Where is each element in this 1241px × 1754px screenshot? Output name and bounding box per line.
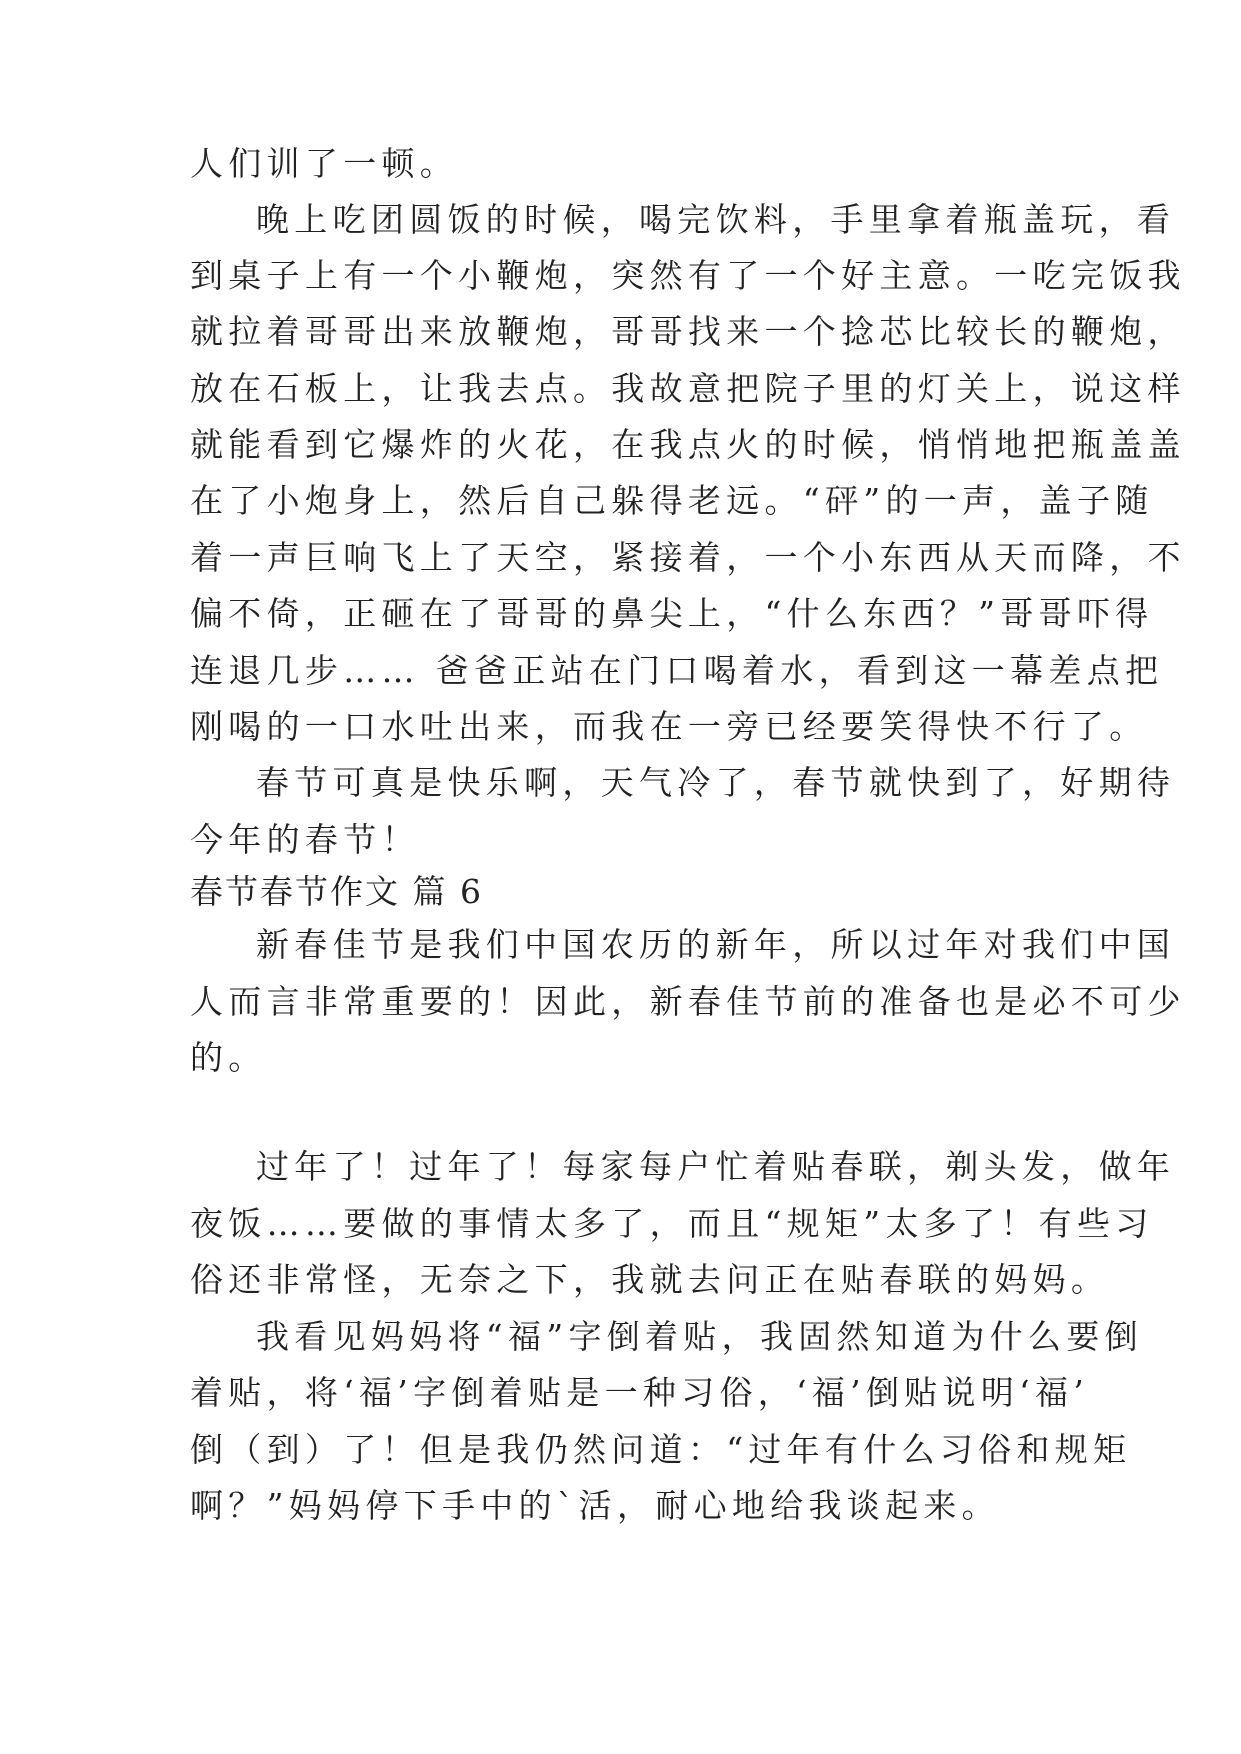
text-line: 夜饭……要做的事情太多了，而且“规矩”太多了！有些习 <box>190 1204 1154 1243</box>
text-line: 偏不倚，正砸在了哥哥的鼻尖上，“什么东西？”哥哥吓得 <box>190 594 1154 633</box>
text-line: 倒（到）了！但是我仍然问道：“过年有什么习俗和规矩 <box>190 1430 1132 1469</box>
text-line: 刚喝的一口水吐出来，而我在一旁已经要笑得快不行了。 <box>190 707 1148 746</box>
text-line: 到桌子上有一个小鞭炮，突然有了一个好主意。一吃完饭我 <box>190 256 1186 295</box>
text-line: 连退几步…… 爸爸正站在门口喝着水，看到这一幕差点把 <box>190 651 1164 690</box>
text-line: 放在石板上，让我去点。我故意把院子里的灯关上，说这样 <box>190 369 1186 408</box>
text-line: 就能看到它爆炸的火花，在我点火的时候，悄悄地把瓶盖盖 <box>190 425 1186 464</box>
text-line: 着一声巨响飞上了天空，紧接着，一个小东西从天而降，不 <box>190 538 1186 577</box>
paragraph-first-line: 晚上吃团圆饭的时候，喝完饮料，手里拿着瓶盖玩，看 <box>256 200 1176 239</box>
text-line: 啊？”妈妈停下手中的`活，耐心地给我谈起来。 <box>190 1486 1000 1525</box>
paragraph-first-line: 新春佳节是我们中国农历的新年，所以过年对我们中国 <box>256 925 1176 964</box>
paragraph-first-line: 春节可真是快乐啊，天气冷了，春节就快到了，好期待 <box>256 763 1176 802</box>
text-line: 在了小炮身上，然后自己躲得老远。“砰”的一声，盖子随 <box>190 481 1154 520</box>
paragraph-first-line: 我看见妈妈将“福”字倒着贴，我固然知道为什么要倒 <box>256 1317 1143 1356</box>
text-line: 俗还非常怪，无奈之下，我就去问正在贴春联的妈妈。 <box>190 1260 1110 1299</box>
text-line: 的。 <box>190 1038 267 1077</box>
text-line: 人而言非常重要的！因此，新春佳节前的准备也是必不可少 <box>190 982 1186 1021</box>
paragraph-first-line: 过年了！过年了！每家每户忙着贴春联，剃头发，做年 <box>256 1147 1176 1186</box>
section-heading: 春节春节作文 篇 6 <box>190 872 483 911</box>
text-line: 就拉着哥哥出来放鞭炮，哥哥找来一个捻芯比较长的鞭炮， <box>190 312 1186 351</box>
text-line: 着贴，将‘福’字倒着贴是一种习俗，‘福’倒贴说明‘福’ <box>190 1373 1090 1412</box>
text-line: 今年的春节！ <box>190 820 420 859</box>
text-line: 人们训了一顿。 <box>190 144 459 183</box>
